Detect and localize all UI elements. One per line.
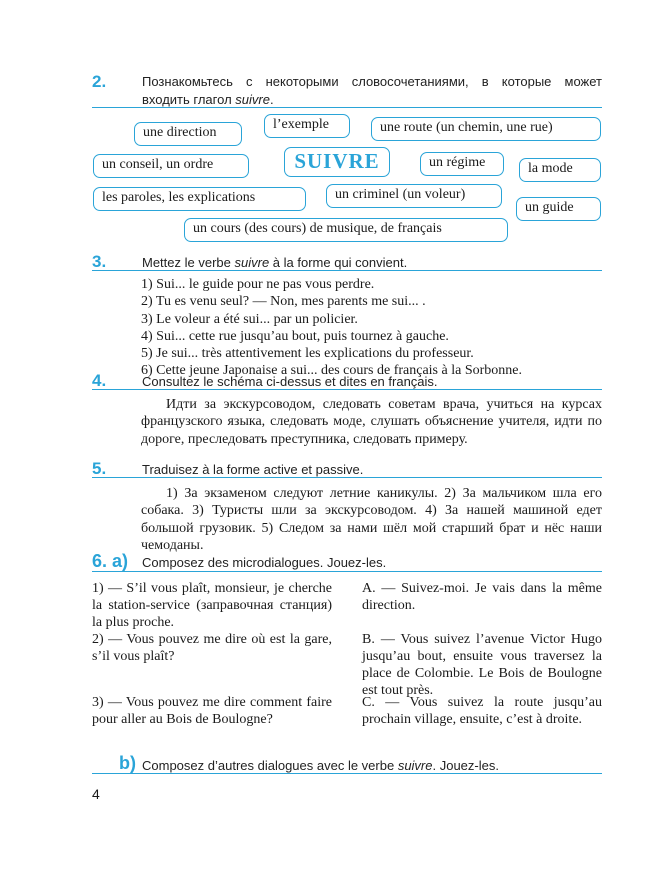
exercise-6b-number: b) [119, 753, 136, 773]
center-word-suivre: SUIVRE [284, 147, 390, 177]
exercise-5-number: 5. [92, 459, 107, 478]
word-pill: l’exemple [264, 114, 350, 138]
exercise-3-header [92, 252, 602, 271]
dialogue-answer: C. — Vous suivez la route jusqu’au prochain village, ensuite, c’est à droite. [362, 695, 602, 727]
dialogue-question: 2) — Vous pouvez me dire où est la gare, s’il vous plaît? [92, 632, 332, 664]
word-pill: un régime [420, 152, 504, 176]
exercise-5-paragraph: 1) За экзаменом следуют летние каникулы. 2) За мальчиком шла его собака. 3) Туристы шли за экскурсоводом. 4) За нашей машиной едет большой грузовик. 5) Следом за нами шёл мой старший брат и нёс наши чемоданы. [141, 486, 602, 553]
list-item: 2) Tu es venu seul? — Non, mes parents me sui... . [141, 294, 426, 310]
exercise-2-instruction-line2: входить глагол suivre. [142, 92, 274, 107]
list-item: 3) Le voleur a été sui... par un policier. [141, 311, 358, 327]
list-item: 4) Sui... cette rue jusqu’au bout, puis tournez à gauche. [141, 328, 449, 344]
dialogue-answer: B. — Vous suivez l’avenue Victor Hugo jusqu’au bout, ensuite vous traversez la place de Colombie. Le Bois de Boulogne est tout près. [362, 632, 602, 698]
list-item: 5) Je sui... très attentivement les explications du professeur. [141, 346, 474, 362]
exercise-2-instruction [142, 73, 602, 109]
dialogue-question: 1) — S’il vous plaît, monsieur, je cherche la station-service (заправочная станция) la plus proche. [92, 581, 332, 630]
dialogue-answer: A. — Suivez-moi. Je vais dans la même direction. [362, 581, 602, 613]
exercise-5-header [92, 459, 602, 478]
exercise-3-instruction: Mettez le verbe suivre à la forme qui convient. [142, 255, 408, 270]
word-pill: un cours (des cours) de musique, de français [184, 218, 508, 242]
page-number: 4 [92, 786, 100, 802]
exercise-4-paragraph: Идти за экскурсоводом, следовать советам врача, учиться на курсах французского языка, следовать моде, слушать объяснение учителя, идти по дороге, преследовать преступника, следовать примеру. [141, 397, 602, 447]
word-pill: une route (un chemin, une rue) [371, 117, 601, 141]
list-item: 6) Cette jeune Japonaise a sui... des cours de français à la Sorbonne. [141, 363, 522, 379]
exercise-4-number: 4. [92, 371, 107, 390]
exercise-4-instruction: Consultez le schéma ci-dessus et dites en français. [142, 374, 438, 389]
word-pill: les paroles, les explications [93, 187, 306, 211]
exercise-4-text [141, 396, 602, 448]
word-pill: un conseil, un ordre [93, 154, 249, 178]
exercise-3-number: 3. [92, 252, 107, 271]
word-pill: un guide [516, 197, 601, 221]
exercise-5-instruction: Traduisez à la forme active et passive. [142, 462, 364, 477]
exercise-6-instruction: Composez des microdialogues. Jouez-les. [142, 555, 387, 570]
exercise-2-instruction-line1: Познакомьтесь с некоторыми словосочетаниями, в которые может [142, 74, 602, 89]
exercise-6-number: 6. a) [92, 551, 129, 571]
exercise-3-items [141, 276, 522, 380]
word-pill: un criminel (un voleur) [326, 184, 502, 208]
exercise-4-header [92, 371, 602, 390]
word-pill: la mode [519, 158, 601, 182]
exercise-6b-header [92, 753, 602, 774]
exercise-2-header [92, 72, 602, 108]
exercise-6-header [92, 551, 602, 572]
exercise-5-text [141, 485, 602, 554]
word-pill: une direction [134, 122, 242, 146]
dialogue-question: 3) — Vous pouvez me dire comment faire pour aller au Bois de Boulogne? [92, 695, 332, 727]
exercise-6b-instruction: Composez d’autres dialogues avec le verbe suivre. Jouez-les. [142, 758, 499, 773]
list-item: 1) Sui... le guide pour ne pas vous perdre. [141, 277, 375, 292]
exercise-2-number: 2. [92, 72, 107, 91]
